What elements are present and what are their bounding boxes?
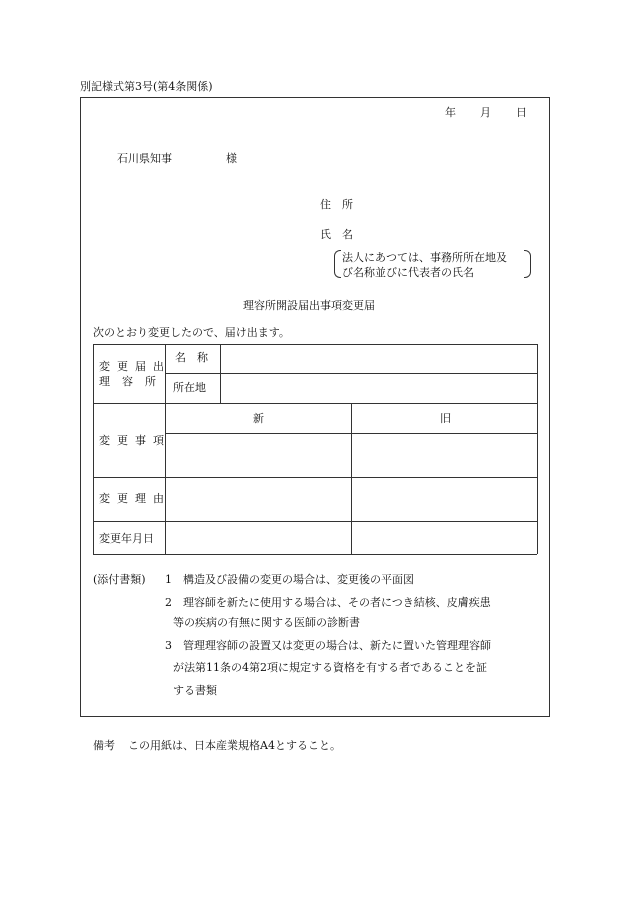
change-item-label: 変更事項 — [99, 434, 171, 447]
addressee-governor: 石川県知事 — [117, 152, 172, 165]
change-date-label: 変更年月日 — [99, 532, 154, 545]
shop-location-label: 所在地 — [173, 381, 206, 394]
attachment-2-number: 2 — [165, 596, 172, 609]
intro-text: 次のとおり変更したので、届け出ます。 — [93, 326, 290, 339]
form-label: 別記様式第3号(第4条関係) — [80, 80, 213, 93]
attachments-label: (添付書類) — [93, 573, 146, 586]
new-column-header: 新 — [253, 412, 264, 425]
name-label: 氏 名 — [320, 228, 353, 241]
remarks-label: 備考 — [93, 739, 115, 752]
corp-note-bracket-right — [524, 250, 531, 278]
corp-note-line2: び名称並びに代表者の氏名 — [342, 266, 474, 279]
shop-header-line1: 変更届出 — [99, 360, 171, 373]
attachment-2-line-1: 理容師を新たに使用する場合は、その者につき結核、皮膚疾患 — [183, 596, 491, 609]
shop-name-label: 名 称 — [175, 351, 208, 364]
attachment-2-line-2: 等の疾病の有無に関する医師の診断書 — [173, 616, 360, 629]
change-reason-label: 変更理由 — [99, 492, 171, 505]
corp-note-line1: 法人にあつては、事務所所在地及 — [342, 251, 507, 264]
attachment-1-line-1: 構造及び設備の変更の場合は、変更後の平面図 — [183, 573, 414, 586]
attachment-3-number: 3 — [165, 639, 172, 652]
date-day: 日 — [516, 106, 527, 119]
attachment-3-line-1: 管理理容師の設置又は変更の場合は、新たに置いた管理理容師 — [183, 639, 491, 652]
remarks-text: この用紙は、日本産業規格A4とすること。 — [128, 739, 341, 752]
date-month: 月 — [480, 106, 491, 119]
attachment-1-number: 1 — [165, 573, 172, 586]
shop-header-line2: 理容所 — [99, 375, 168, 388]
address-label: 住 所 — [320, 198, 353, 211]
old-column-header: 旧 — [440, 412, 451, 425]
attachment-3-line-3: する書類 — [173, 684, 217, 697]
addressee-honorific: 様 — [226, 152, 237, 165]
corp-note-bracket-left — [334, 250, 341, 278]
attachment-3-line-2: が法第11条の4第2項に規定する資格を有する者であることを証 — [173, 661, 487, 674]
form-title: 理容所開設届出事項変更届 — [243, 299, 375, 312]
date-year: 年 — [445, 106, 456, 119]
